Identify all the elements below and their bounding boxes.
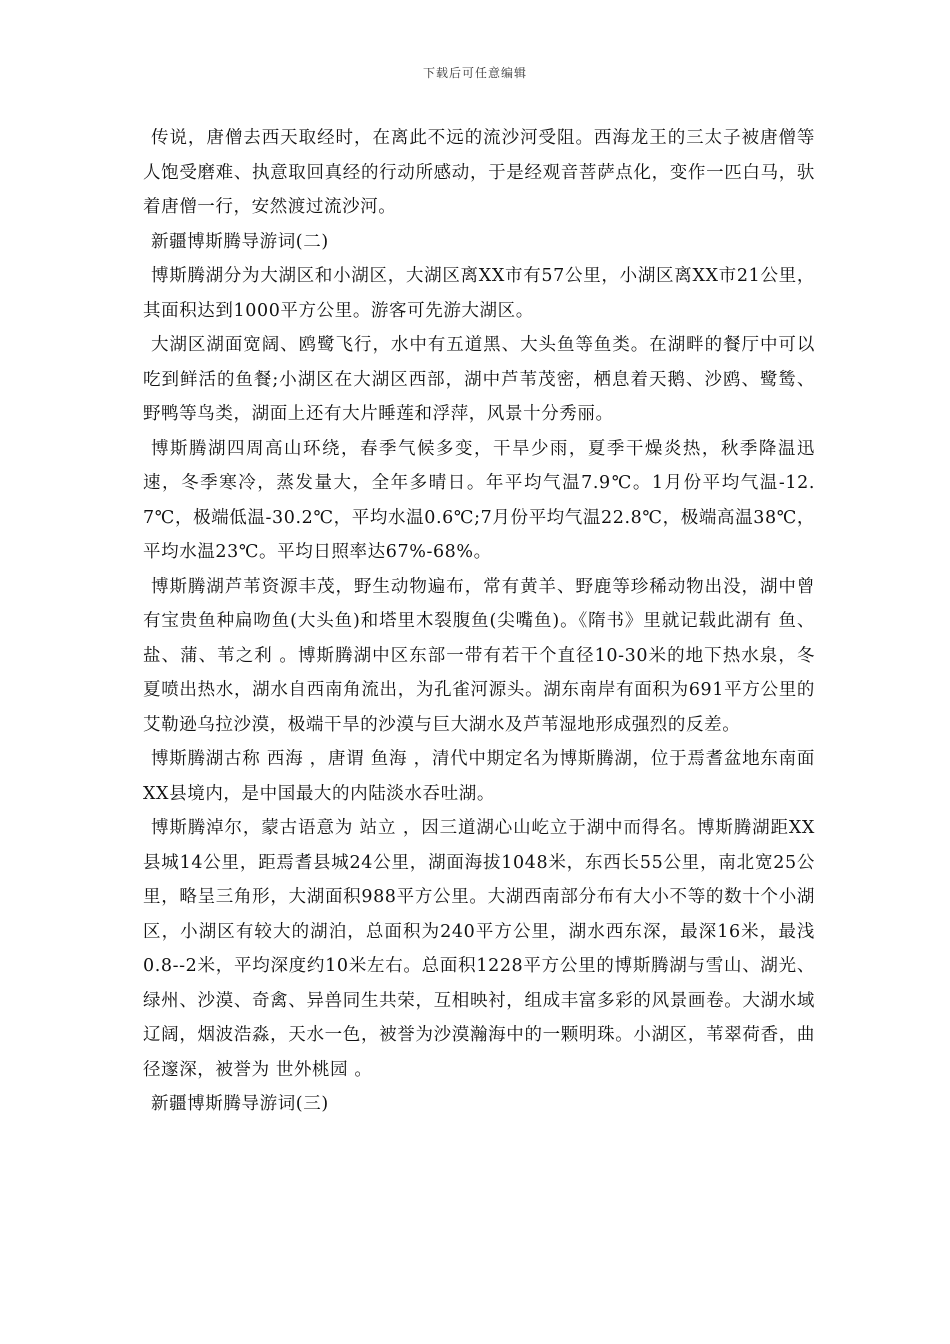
paragraph-resources: 博斯腾湖芦苇资源丰茂，野生动物遍布，常有黄羊、野鹿等珍稀动物出没，湖中曾有宝贵鱼种扁吻鱼(大头鱼)和塔里木裂腹鱼(尖嘴鱼)。《隋书》里就记载此湖有 鱼、盐、蒲、苇之利 。博斯腾湖中区东部一带有若干个直径10-30米的地下热水泉，冬夏喷出热水，湖水自西南角流出，为孔雀河源头。湖东南岸有面积为691平方公里的艾勒逊乌拉沙漠，极端干旱的沙漠与巨大湖水及芦苇湿地形成强烈的反差。 <box>143 576 815 735</box>
section-title-3: 新疆博斯腾导游词(三) <box>151 1094 329 1114</box>
paragraph-lake-regions: 博斯腾湖分为大湖区和小湖区，大湖区离XX市有57公里，小湖区离XX市21公里，其面积达到1000平方公里。游客可先游大湖区。 <box>143 266 815 321</box>
paragraph-legend: 传说，唐僧去西天取经时，在离此不远的流沙河受阻。西海龙王的三太子被唐僧等人饱受磨难、执意取回真经的行动所感动，于是经观音菩萨点化，变作一匹白马，驮着唐僧一行，安然渡过流沙河。 <box>143 128 815 217</box>
paragraph-history: 博斯腾湖古称 西海 ，唐谓 鱼海 ，清代中期定名为博斯腾湖，位于焉耆盆地东南面XX县境内，是中国最大的内陆淡水吞吐湖。 <box>143 749 815 804</box>
paragraph-geography: 博斯腾淖尔，蒙古语意为 站立 ，因三道湖心山屹立于湖中而得名。博斯腾湖距XX县城14公里，距焉耆县城24公里，湖面海拔1048米，东西长55公里，南北宽25公里，略呈三角形，大湖面积988平方公里。大湖西南部分布有大小不等的数十个小湖区，小湖区有较大的湖泊，总面积为240平方公里，湖水西东深，最深16米，最浅0.8--2米，平均深度约10米左右。总面积1228平方公里的博斯腾湖与雪山、湖光、绿州、沙漠、奇禽、异兽同生共荣，互相映衬，组成丰富多彩的风景画卷。大湖水域辽阔，烟波浩淼，天水一色，被誉为沙漠瀚海中的一颗明珠。小湖区，苇翠荷香，曲径邃深，被誉为 世外桃园 。 <box>143 818 815 1080</box>
paragraph-climate: 博斯腾湖四周高山环绕，春季气候多变，干旱少雨，夏季干燥炎热，秋季降温迅速，冬季寒冷，蒸发量大，全年多晴日。年平均气温7.9℃。1月份平均气温-12.7℃，极端低温-30.2℃，平均水温0.6℃;7月份平均气温22.8℃，极端高温38℃，平均水温23℃。平均日照率达67%-68%。 <box>143 438 815 562</box>
page-header: 下载后可任意编辑 <box>422 66 527 80</box>
section-title-2: 新疆博斯腾导游词(二) <box>151 231 329 252</box>
paragraph-big-lake: 大湖区湖面宽阔、鸥鹭飞行，水中有五道黑、大头鱼等鱼类。在湖畔的餐厅中可以吃到鲜活的鱼餐;小湖区在大湖区西部，湖中芦苇茂密，栖息着天鹅、沙鸥、鹭鸶、野鸭等鸟类，湖面上还有大片睡莲和浮萍，风景十分秀丽。 <box>143 335 815 424</box>
document-body <box>143 121 815 1122</box>
